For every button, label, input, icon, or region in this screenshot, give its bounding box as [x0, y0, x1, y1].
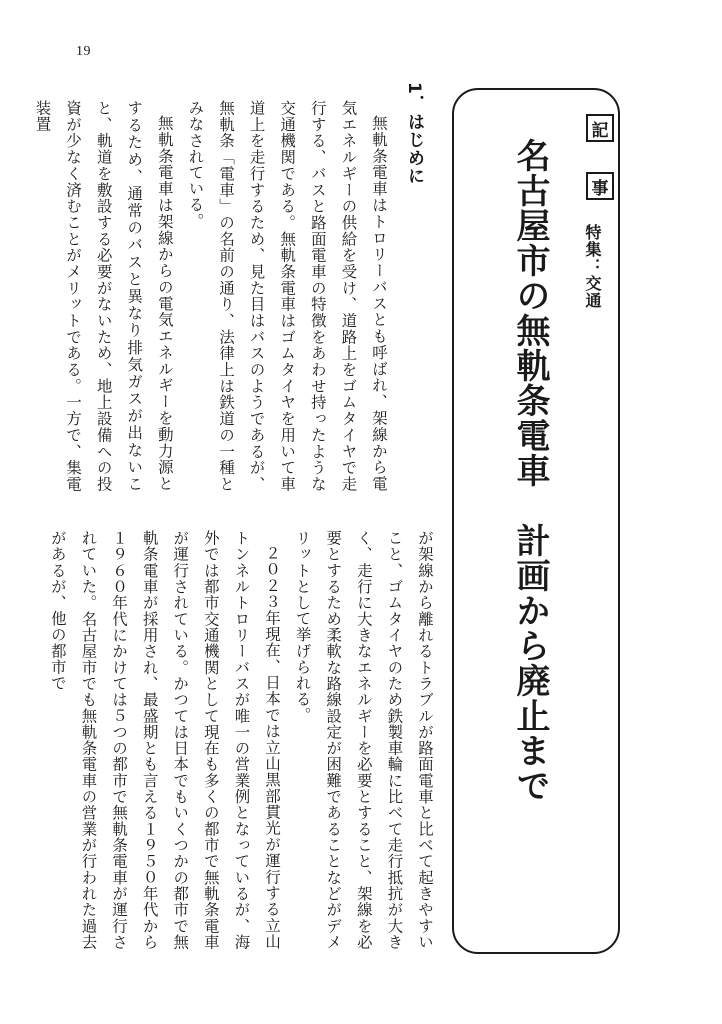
paragraph: が架線から離れるトラブルが路面電車と比べて起きやすいこと、ゴムタイヤのため鉄製車輪に比べて走行抵抗が大きく、走行に大きなエネルギーを必要とすること、架線を必要とするため柔軟な路線設定が困難であることなどがデメリットとして挙げられる。 — [293, 530, 434, 950]
body-column-1 — [33, 100, 394, 492]
page-number: 19 — [76, 44, 91, 59]
article-title: 名古屋市の無軌条電車 計画から廃止まで — [510, 138, 550, 803]
paragraph: 無軌条電車は架線からの電気エネルギーを動力源とするため、通常のバスと異なり排気ガスが出ないこと、軌道を敷設する必要がないため、地上設備への投資が少なく済むことがメリットである。一方で、集電装置 — [33, 100, 174, 492]
section-heading: 1．はじめに — [404, 82, 424, 185]
article-tag-ji: 事 — [586, 172, 614, 200]
article-tag-ki: 記 — [586, 114, 614, 142]
paragraph: ２０２３年現在、日本では立山黒部貫光が運行する立山トンネルトロリーバスが唯一の営業例となっているが、海外では都市交通機関として現在も多くの都市で無軌条電車が運行されている。かつては日本でもいくつかの都市で無軌条電車が採用され、最盛期とも言える１９５０年代から１９６０年代にかけては５つの都市で無軌条電車が運行されていた。名古屋市でも無軌条電車の営業が行われた過去があるが、他の都市で — [48, 530, 282, 950]
body-column-2 — [48, 530, 440, 950]
paragraph: 無軌条電車はトロリーバスとも呼ばれ、架線から電気エネルギーの供給を受け、道路上をゴムタイヤで走行する、バスと路面電車の特徴をあわせ持ったような交通機関である。無軌条電車はゴムタイヤを用いて車道上を走行するため、見た目はバスのようであるが、無軌条「電車」の名前の通り、法律上は鉄道の一種とみなされている。 — [186, 100, 388, 492]
feature-kicker: 特集：交通 — [583, 224, 602, 309]
